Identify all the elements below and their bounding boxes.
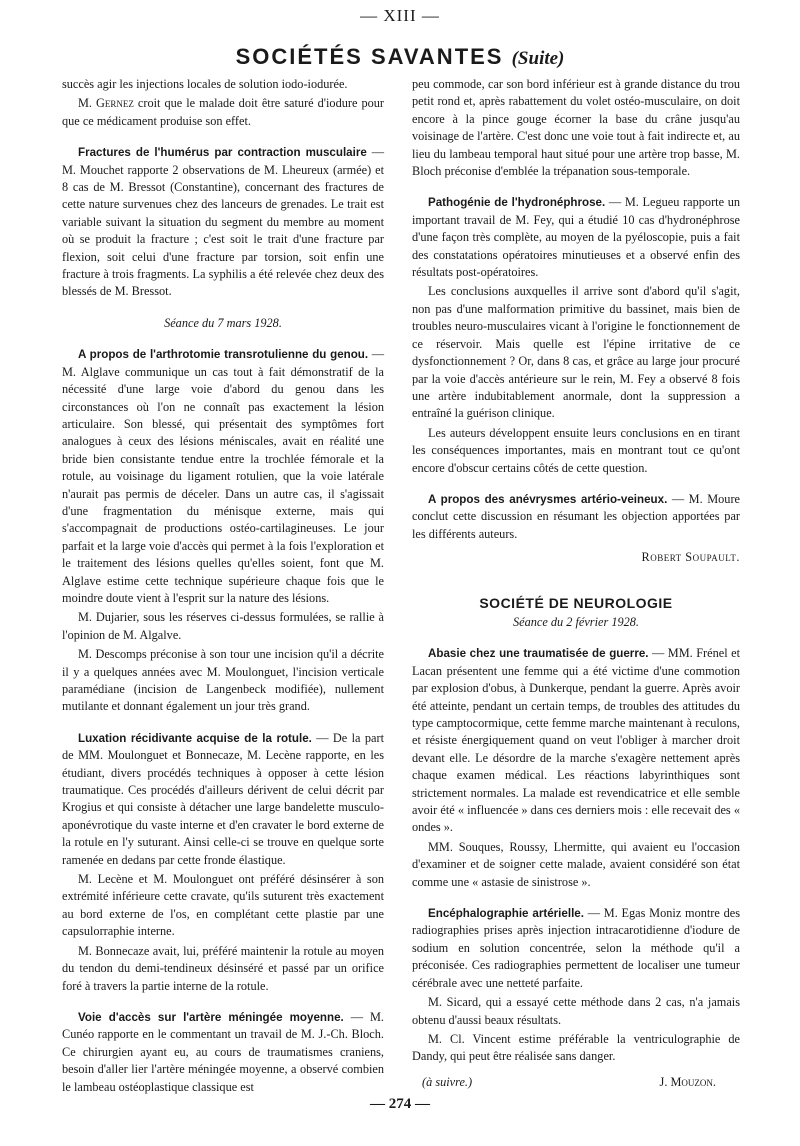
paragraph: M. Bonnecaze avait, lui, préféré maintenir la rotule au moyen du tendon du demi-tendineux désinséré et passé par un orifice foré à travers la partie interne de la rotule. <box>62 943 384 993</box>
article-heading: A propos de l'arthrotomie transrotulienne du genou. <box>78 348 369 362</box>
right-column <box>412 76 740 1091</box>
paragraph: M. Sicard, qui a essayé cette méthode dans 2 cas, n'a jamais obtenu d'aussi beaux résultats. <box>412 995 740 1027</box>
article-arthrotomie <box>62 346 384 607</box>
article-text: — M. Egas Moniz montre des radiographies prises après injection intracarotidienne d'iodure de sodium en solution concentrée, selon la méthode qu'il a préconisée. Ces radiographies permettent de localiser une tumeur cérébrale avec une netteté parfaite. <box>412 906 740 990</box>
society-title: SOCIÉTÉ DE NEUROLOGIE <box>479 594 673 611</box>
article-humerus <box>62 144 384 301</box>
article-heading: Luxation récidivante acquise de la rotule. <box>78 731 312 745</box>
article-heading: Fractures de l'humérus par contraction musculaire <box>78 146 367 160</box>
article-text: — M. Moure conclut cette discussion en résumant les objection apportées par les différents auteurs. <box>412 491 740 541</box>
paragraph: Les conclusions auxquelles il arrive sont d'abord qu'il s'agit, non pas d'une malformation primitive du bassinet, mais bien de troubles neuro-musculaires vicant à l'origine le fonctionnement de ce réservoir. Mais quelle est l'épine irritative de ce dysfonctionnement ? Or, dans 8 cas, et grâce au large jour procuré par la voie d'accès antérieure sur le rein, M. Fey a observé 8 fois une artère indubitablement anormale, dont la suppression a entraîné la guérison clinique. <box>412 284 740 421</box>
article-heading: A propos des anévrysmes artério-veineux. <box>428 492 668 506</box>
column-footer <box>412 1074 740 1091</box>
page-number: — 274 — <box>370 1096 430 1112</box>
left-column <box>62 76 384 1098</box>
paragraph <box>62 95 384 130</box>
article-luxation <box>62 730 384 869</box>
paragraph: peu commode, car son bord inférieur est à grande distance du trou petit rond et, après rabattement du volet ostéo-musculaire, on doit encore à la pince gouge écorner la base du crâne jusqu'au voisinage de l'artère. C'est donc une voie tout à fait indirecte et, au lieu du lambeau temporal haut situé pour une artère trop basse, M. Bloch préconise d'emblée la trépanation sous-temporale. <box>412 77 740 179</box>
paragraph: MM. Souques, Roussy, Lhermitte, qui avaient eu l'occasion d'examiner et de soigner cette malade, avaient considéré son état comme une « astasie de sinistrose ». <box>412 839 740 889</box>
article-text: — M. Legueu rapporte un important travail de M. Fey, qui a étudié 10 cas d'hydronéphrose d'une façon très complète, au moyen de la pyéloscopie, puis a fait des constatations opératoires minutieuses et a observé enfin des résultats post-opératoires. <box>412 195 740 280</box>
article-anevrysmes <box>412 491 740 543</box>
article-heading: Voie d'accès sur l'artère méningée moyenne. <box>78 1010 344 1024</box>
article-text: — De la part de MM. Moulonguet et Bonnecaze, M. Lecène rapporte, en les étudiant, divers procédés techniques à opposer à cette lésion traumatique. Ces procédés d'ailleurs dérivent de celui décrit par Krogius et qui consiste à détacher une large bandelette musculo-aponévrotique du vaste interne et d'en cravater le bord externe de la rotule en l'y suturant. Ainsi celle-ci se trouve en quelque sorte ramenée en dedans par cette fronde élastique. <box>62 730 384 867</box>
article-meningee <box>62 1009 384 1096</box>
article-encephalographie <box>412 905 740 992</box>
article-abasie <box>412 645 740 836</box>
paragraph: M. Lecène et M. Moulonguet ont préféré désinsérer à son extrémité inférieure cette cravate, qu'ils suturent très exactement au bord externe de l'os, en complétant cette plastie par une capsulorraphie interne. <box>62 872 384 939</box>
article-text: — MM. Frénel et Lacan présentent une femme qui a été victime d'une commotion par explosion d'obus, à Dunkerque, pendant la guerre. Après avoir été atteinte, pendant un certain temps, de troubles des attitudes du type camptocormique, cette femme marche maintenant à reculons, et résiste énergiquement quand on veut l'obliger à marcher droit devant elle. Le désordre de la marche s'exagère nettement après chaque examen médical. Les réactions labyrinthiques sont strictement normales. La malade est revendicatrice et elle semble avoir été « influencée » dans ces derniers mois : elle recevait des « ondes ». <box>412 646 741 835</box>
running-head <box>0 44 800 70</box>
paragraph: M. Cl. Vincent estime préférable la ventriculographie de Dandy, qui peut être réalisée sans danger. <box>412 1031 740 1064</box>
article-text: — M. Alglave communique un cas tout à fait démonstratif de la nécessité d'une large voie d'abord du genou dans les circonstances où l'on ne connaît pas exactement la lésion articulaire. Son blessé, qui présentait des symptômes fort analogues à ceux des lésions méniscales, avait en réalité une bride bien consistante tendue entre la trochlée fémorale et la rotule, au voisinage du ligament rotulien, que la voie latérale n'aurait pas permis de déceler. Dans un autre cas, il s'agissait d'une fragmentation du ménisque externe, mais qui s'accompagnait de productions ostéo-cartilagineuses. Le jour parfait et la large voie d'accès qui permet à la fois l'exploration et le traitement des lésions quelles qu'elles soient, font que M. Alglave estime cette technique supérieure chaque fois que le moindre doute vient à l'esprit sur la nature des lésions. <box>62 347 385 605</box>
roman-folio: — XIII — <box>360 6 440 25</box>
session-date: Séance du 7 mars 1928. <box>164 315 282 330</box>
article-hydronephrose <box>412 194 740 281</box>
article-text: — M. Mouchet rapporte 2 observations de M. Lheureux (armée) et 8 cas de M. Bressot (Constantine), concernant des fractures de cette nature survenues chez des lanceurs de grenades. Le trait est variable suivant la situation du segment du membre au moment où se produit la fracture ; c'est soit le trait d'une fracture par flexion, soit celui d'une fracture par torsion, soit enfin une fracture à trois fragments. La syphilis a été relevée chez deux des blessés de M. Bressot. <box>62 145 384 299</box>
author-name: M. Gernez <box>78 96 134 111</box>
continued-note: (à suivre.) <box>422 1074 473 1089</box>
paragraph: M. Dujarier, sous les réserves ci-dessus formulées, se rallie à l'opinion de M. Algalve. <box>62 610 384 642</box>
running-head-suite: (Suite) <box>511 48 565 69</box>
article-text: — M. Cunéo rapporte en le commentant un travail de M. J.-Ch. Bloch. Ce chirurgien ayant eu, au cours de traumatismes craniens, besoin d'aller lier l'artère méningée moyenne, a observé combien le lambeau ostéoplastique classique est <box>62 1009 384 1094</box>
article-heading: Encéphalographie artérielle. <box>428 907 584 921</box>
paragraph: succès agir les injections locales de solution iodo-iodurée. <box>62 77 348 91</box>
paragraph: Les auteurs développent ensuite leurs conclusions en en tirant les conséquences importantes, mais en montrant tout ce qu'ont encore d'obscur certains côtés de cette question. <box>412 425 740 475</box>
running-head-title: SOCIÉTÉS SAVANTES <box>235 44 504 69</box>
author-signature: Robert Soupault. <box>641 550 740 565</box>
author-signature: J. Mouzon. <box>659 1074 716 1089</box>
session-date: Séance du 2 février 1928. <box>512 614 639 629</box>
paragraph: M. Descomps préconise à son tour une incision qu'il a décrite il y a quelques années avec M. Moulonguet, l'incision verticale paramédiane (incision de Langenbeck modifiée), nullement mutilante et donnant également un jour très grand. <box>62 647 384 714</box>
paragraph-text: croit que le malade doit être saturé d'iodure pour que ce médicament produise son effet. <box>62 96 384 128</box>
article-heading: Abasie chez une traumatisée de guerre. <box>428 647 649 661</box>
article-heading: Pathogénie de l'hydronéphrose. <box>428 196 606 210</box>
